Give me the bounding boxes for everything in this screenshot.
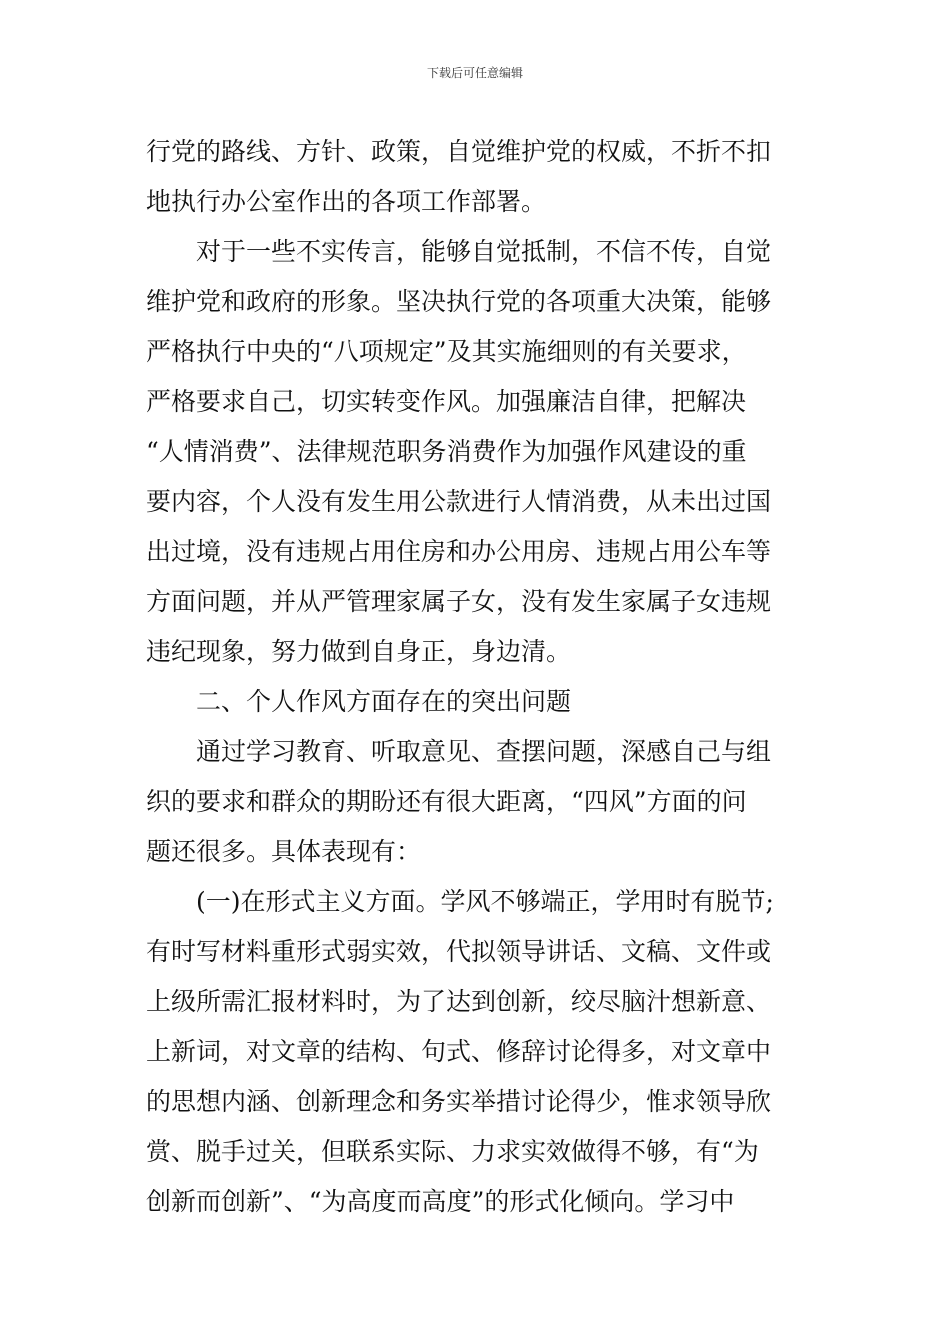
text-line: 要内容，个人没有发生用公款进行人情消费，从未出过国	[146, 487, 772, 516]
text-line: 有时写材料重形式弱实效，代拟领导讲话、文稿、文件或	[146, 937, 772, 966]
text-line: 地执行办公室作出的各项工作部署。	[146, 187, 547, 216]
text-line: 题还很多。具体表现有：	[146, 837, 422, 866]
text-line: 创新而创新”、“为高度而高度”的形式化倾向。学习中	[146, 1187, 735, 1216]
text-line: 通过学习教育、听取意见、查摆问题，深感自己与组	[196, 737, 772, 766]
text-line: 严格要求自己，切实转变作风。加强廉洁自律，把解决	[146, 387, 747, 416]
text-line: 出过境，没有违规占用住房和办公用房、违规占用公车等	[146, 537, 772, 566]
text-line: 违纪现象，努力做到自身正，身边清。	[146, 637, 572, 666]
text-line: 对于一些不实传言，能够自觉抵制，不信不传，自觉	[196, 237, 772, 266]
text-line: (一)在形式主义方面。学风不够端正，学用时有脱节;	[196, 887, 774, 916]
text-line: “人情消费”、法律规范职务消费作为加强作风建设的重	[146, 437, 747, 466]
text-line: 上新词，对文章的结构、句式、修辞讨论得多，对文章中	[146, 1037, 772, 1066]
body-text	[146, 127, 811, 1227]
text-line: 的思想内涵、创新理念和务实举措讨论得少，惟求领导欣	[146, 1087, 772, 1116]
text-line: 织的要求和群众的期盼还有很大距离，“四风”方面的问	[146, 787, 747, 816]
text-line: 严格执行中央的“八项规定”及其实施细则的有关要求，	[146, 337, 747, 366]
text-line: 二、个人作风方面存在的突出问题	[196, 687, 572, 716]
text-line: 上级所需汇报材料时，为了达到创新，绞尽脑汁想新意、	[146, 987, 772, 1016]
text-line: 维护党和政府的形象。坚决执行党的各项重大决策，能够	[146, 287, 772, 316]
text-line: 行党的路线、方针、政策，自觉维护党的权威，不折不扣	[146, 137, 772, 166]
page-header-note: 下载后可任意编辑	[426, 66, 523, 80]
text-line: 赏、脱手过关，但联系实际、力求实效做得不够，有“为	[146, 1137, 759, 1166]
text-line: 方面问题，并从严管理家属子女，没有发生家属子女违规	[146, 587, 772, 616]
